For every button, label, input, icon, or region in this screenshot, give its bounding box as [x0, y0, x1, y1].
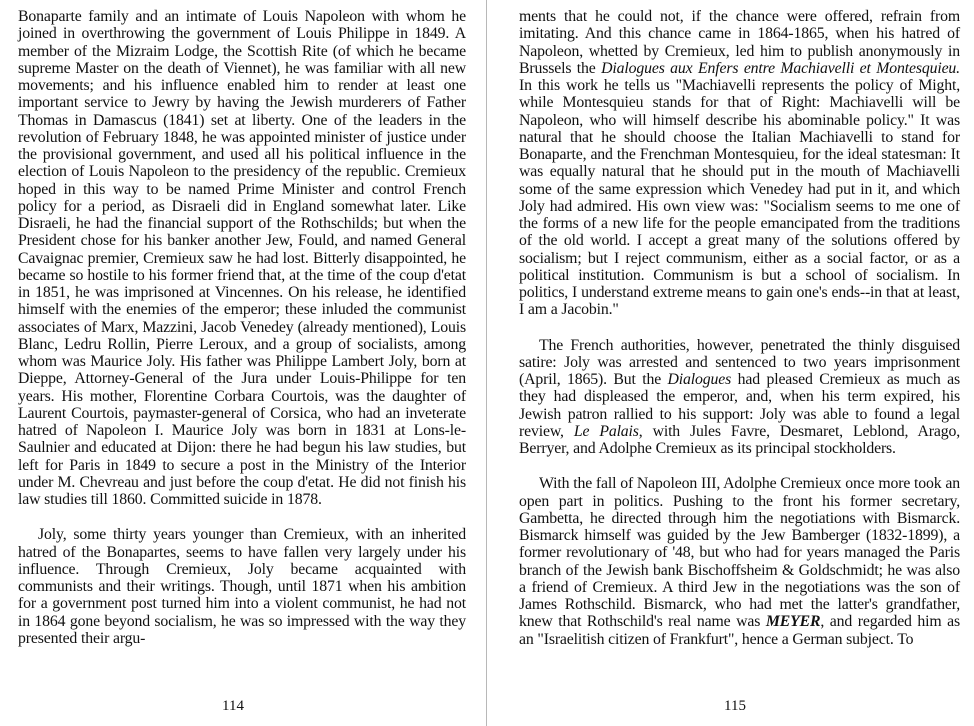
right-page — [519, 8, 960, 648]
left-paragraph-1: Bonaparte family and an intimate of Louis Napoleon with whom he joined in overthrowing the government of Louis Philippe in 1849. A member of the Mizraim Lodge, the Scottish Rite (of which he became supreme Master on the death of Viennet), he was familiar with all new movements; and his influence enabled him to render at least one important service to Jewry by having the Jewish murderers of Father Thomas in Damascus (1841) set at liberty. One of the leaders in the revolution of February 1848, he was appointed minister of justice under the provisional government, and used all his political influence in the election of Louis Napoleon to the presidency of the republic. Cremieux hoped in this way to be named Prime Minister and control French policy for a period, as Disraeli did in England somewhat later. Like Disraeli, he had the financial support of the Rothschilds; but when the President chose for his banker another Jew, Fould, and named General Cavaignac premier, Cremieux saw he had lost. Bitterly disappointed, he became so hostile to his former friend that, at the time of the coup d'etat in 1851, he was imprisoned at Vincennes. On his release, he identified himself with the enemies of the emperor; these inluded the communist associates of Marx, Mazzini, Jacob Venedey (already mentioned), Louis Blanc, Ledru Rollin, Pierre Leroux, and a group of socialists, among whom was Maurice Joly. His father was Philippe Lambert Joly, born at Dieppe, Attorney-General of the Jura under Louis-Philippe for ten years. His mother, Florentine Corbara Courtois, was the daughter of Laurent Courtois, paymaster-general of Corsica, who had an inveterate hatred of Napoleon I. Maurice Joly was born in 1831 at Lons-le-Saulnier and educated at Dijon: there he had begun his law studies, but left for Paris in 1849 to secure a post in the Ministry of the Interior under M. Chevreau and just before the coup d'etat. He did not finish his law studies till 1860. Committed suicide in 1878. — [18, 8, 466, 508]
right-page-number: 115 — [724, 698, 746, 714]
right-paragraph-1 — [519, 8, 960, 319]
text-run: , with Jules Favre, Desmaret, Leblond, Arago, Berryer, and Adolphe Cremieux as its principal stockholders. — [519, 422, 960, 457]
emphasized-name: MEYER — [765, 613, 821, 631]
left-page-number: 114 — [222, 698, 244, 714]
paragraph-gap — [18, 508, 466, 526]
text-run: ments that he could not, if the chance were offered, refrain from imitating. And this chance came in 1864-1865, when his hatred of Napoleon, whetted by Cremieux, led him to publish anonymously in Brussels the — [519, 8, 960, 77]
paragraph-gap — [519, 457, 960, 475]
left-page — [18, 8, 466, 647]
text-run: had pleased Cremieux as much as they had displeased the emperor, and, when his term expired, his Jewish patron rallied to his support: Joly was able to found a legal review, — [519, 371, 960, 440]
text-run: In this work he tells us "Machiavelli represents the policy of Might, while Montesquieu stands for that of Right: Machiavelli will be Napoleon, who will himself describe his abominable policy." It was natural that he should choose the Italian Machiavelli to stand for Bonaparte, and the Frenchman Montesquieu, for the ideal statesman: It was equally natural that he should put in the mouth of Machiavelli some of the same expression which Venedey had put in it, and which Joly had admired. His own view was: "Socialism seems to me one of the forms of a new life for the people emancipated from the traditions of the old world. I accept a great many of the solutions offered by socialism; but I reject communism, either as a social factor, or as a political institution. Communism is but a school of socialism. In politics, I understand extreme means to gain one's ends--in that at least, I am a Jacobin." — [519, 77, 960, 319]
text-run: With the fall of Napoleon III, Adolphe Cremieux once more took an open part in politics. Pushing to the front his former secretary, Gambetta, he directed through him the negotiations with Bismarck. Bismarck himself was guided by the Jew Bamberger (1832-1899), a former revolutionary of '48, but who had for years managed the Paris branch of the Jewish bank Bischoffsheim & Goldschmidt; he was also a friend of Cremieux. A third Jew in the negotiations was the son of James Rothschild. Bismarck, who had met the latter's grandfather, knew that Rothschild's real name was — [519, 475, 960, 631]
right-paragraph-3 — [519, 475, 960, 648]
text-run: , and regarded him as an "Israelitish citizen of Frankfurt", hence a German subject. To — [519, 613, 961, 648]
italic-title: Dialogues — [667, 371, 732, 388]
text-run: The French authorities, however, penetrated the thinly disguised satire: Joly was arrested and sentenced to two years imprisonment (April, 1865). But the — [519, 336, 960, 388]
italic-title: Le Palais — [573, 422, 639, 440]
right-paragraph-2 — [519, 337, 960, 458]
page-gutter — [486, 0, 487, 726]
paragraph-gap — [519, 319, 960, 337]
left-paragraph-2: Joly, some thirty years younger than Cremieux, with an inherited hatred of the Bonapartes, seems to have fallen very largely under his influence. Through Cremieux, Joly became acquainted with communists and their writings. Though, until 1871 when his ambition for a government post turned him into a violent communist, he had not in 1864 gone beyond socialism, he was so impressed with the way they presented their argu- — [18, 526, 466, 647]
italic-title: Dialogues aux Enfers entre Machiavelli et Montesquieu. — [601, 59, 960, 77]
